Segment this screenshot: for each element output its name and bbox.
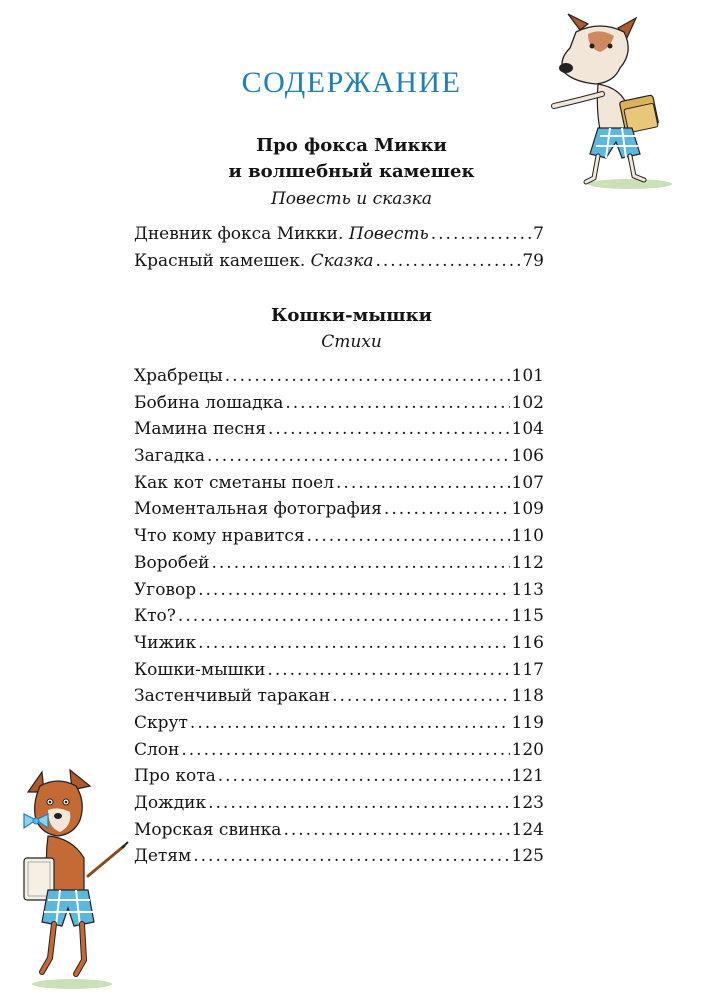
toc-leader-dots [211, 553, 509, 573]
toc-entry-page: 119 [511, 712, 544, 733]
section-1-title-line-2: и волшебный камешек [228, 161, 475, 182]
toc-leader-dots [178, 606, 510, 626]
toc-entry-title: Как кот сметаны поел [134, 472, 335, 493]
toc-leader-dots [285, 393, 509, 413]
toc-entry[interactable] [134, 606, 544, 633]
toc-entry-page: 115 [511, 606, 544, 627]
toc-leader-dots [198, 580, 509, 600]
toc-entry-page: 7 [533, 224, 544, 244]
toc-entry-title: Дождик [134, 793, 207, 813]
toc-leader-dots [208, 793, 509, 813]
toc-entry-genre: Сказка [310, 250, 374, 271]
toc-entry[interactable] [134, 686, 544, 713]
toc-leader-dots [268, 419, 510, 439]
toc-entry-title: Про кота [134, 766, 216, 787]
toc-entry[interactable] [134, 820, 544, 847]
toc-entry[interactable] [134, 740, 544, 767]
toc-leader-dots [267, 660, 509, 680]
toc-leader-dots [198, 633, 509, 653]
section-2-toc [134, 366, 544, 873]
toc-entry-title: Детям [134, 846, 192, 867]
toc-entry[interactable] [134, 793, 544, 820]
toc-entry-page: 116 [511, 632, 544, 653]
toc-entry-page: 101 [511, 366, 544, 386]
toc-entry-title: Красный камешек. [134, 250, 306, 271]
toc-entry[interactable] [134, 553, 544, 580]
toc-entry-page: 117 [511, 659, 544, 680]
toc-leader-dots [207, 446, 510, 466]
toc-entry[interactable] [134, 224, 544, 251]
toc-entry-page: 125 [511, 846, 544, 867]
toc-entry[interactable] [134, 526, 544, 553]
toc-entry[interactable] [134, 473, 544, 500]
toc-entry[interactable] [134, 251, 544, 278]
toc-entry-title: Чижик [134, 632, 197, 653]
toc-entry-title: Что кому нравится [134, 526, 305, 547]
section-1-toc [134, 224, 544, 277]
toc-leader-dots [218, 766, 510, 786]
toc-entry-page: 124 [511, 819, 544, 840]
dog-with-bow-illustration [14, 762, 132, 992]
toc-entry-title: Воробей [134, 552, 210, 573]
toc-entry-page: 120 [511, 739, 544, 760]
toc-leader-dots [431, 224, 531, 244]
toc-entry[interactable] [134, 446, 544, 473]
toc-entry-page: 104 [511, 419, 544, 440]
toc-entry[interactable] [134, 766, 544, 793]
toc-entry-title: Кошки-мышки [134, 659, 266, 680]
toc-entry-title: Мамина песня [134, 419, 266, 440]
toc-entry[interactable] [134, 499, 544, 526]
section-1-subtitle: Повесть и сказка [270, 189, 433, 209]
toc-entry-page: 123 [511, 793, 544, 813]
toc-entry-title: Кто? [134, 606, 176, 627]
toc-entry-page: 121 [511, 766, 544, 787]
toc-entry-title: Застенчивый таракан [134, 686, 331, 707]
toc-entry-page: 109 [511, 499, 544, 520]
toc-leader-dots [376, 251, 521, 271]
toc-entry-title: Скрут [134, 712, 188, 733]
toc-entry[interactable] [134, 580, 544, 607]
toc-entry-title: Дневник фокса Микки. [134, 224, 344, 244]
toc-entry-page: 118 [511, 686, 544, 707]
toc-entry[interactable] [134, 419, 544, 446]
section-1-title-line-1: Про фокса Микки [256, 135, 447, 156]
toc-leader-dots [193, 846, 509, 866]
toc-entry-page: 110 [511, 526, 544, 547]
toc-leader-dots [336, 473, 510, 493]
toc-entry-title: Загадка [134, 446, 205, 467]
toc-entry-title: Моментальная фотография [134, 499, 382, 520]
toc-entry-genre: Повесть [348, 224, 429, 244]
toc-entry-title: Уговор [134, 579, 197, 600]
toc-leader-dots [225, 366, 510, 386]
toc-entry-title: Слон [134, 739, 180, 760]
toc-entry[interactable] [134, 366, 544, 393]
toc-entry-page: 106 [511, 446, 544, 467]
toc-leader-dots [181, 740, 509, 760]
toc-leader-dots [332, 686, 509, 706]
toc-entry-page: 79 [522, 250, 544, 271]
section-2-subtitle: Стихи [321, 332, 382, 352]
toc-leader-dots [190, 713, 510, 733]
toc-entry-page: 113 [511, 579, 544, 600]
toc-entry-page: 112 [511, 552, 544, 573]
toc-leader-dots [307, 526, 510, 546]
toc-entry-page: 102 [511, 392, 544, 413]
toc-entry[interactable] [134, 393, 544, 420]
toc-entry-title: Бобина лошадка [134, 392, 284, 413]
toc-entry-title: Морская свинка [134, 819, 282, 840]
toc-leader-dots [283, 820, 509, 840]
toc-entry-title: Храбрецы [134, 366, 223, 386]
toc-entry[interactable] [134, 633, 544, 660]
toc-entry[interactable] [134, 846, 544, 873]
section-2-title: Кошки-мышки [271, 305, 432, 326]
toc-entry-page: 107 [511, 472, 544, 493]
toc-entry[interactable] [134, 660, 544, 687]
page-title: СОДЕРЖАНИЕ [241, 66, 462, 99]
toc-leader-dots [384, 499, 510, 519]
toc-entry[interactable] [134, 713, 544, 740]
